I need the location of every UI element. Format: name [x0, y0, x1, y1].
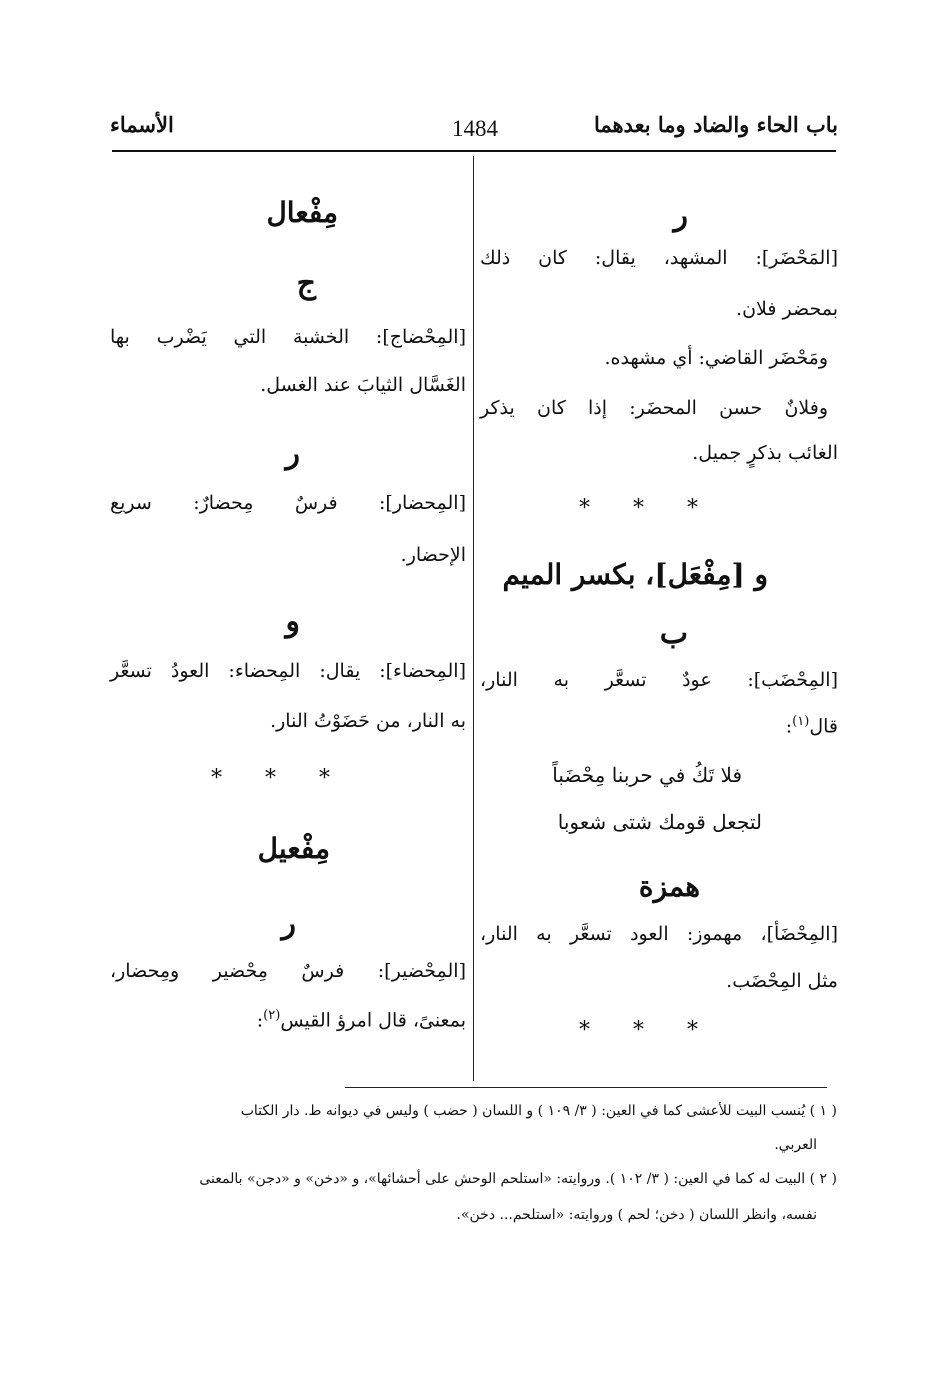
section-title: الأسماء: [110, 112, 174, 137]
entry-line: وفلانٌ حسن المحضَر: إذا كان يذكر: [480, 397, 828, 419]
entry-line: [257, 1008, 466, 1031]
entry-text: :: [785, 715, 793, 738]
entry-line: [المِحْضاج]: الخشبة التي يَضْرب بها: [110, 326, 466, 348]
chapter-title: باب الحاء والضاد وما بعدهما: [593, 112, 838, 137]
letter-heading: و: [285, 604, 300, 639]
verse-line: لتجعل قومك شتى شعوبا: [557, 810, 762, 834]
footnote-ref: (١): [792, 714, 810, 729]
separator-stars: * * *: [211, 766, 348, 791]
entry-line: الغَسَّال الثيابَ عند الغسل.: [260, 374, 466, 396]
entry-line: بمحضر فلان.: [736, 298, 838, 320]
entry-text: :: [256, 1009, 264, 1032]
entry-line: [المِحضار]: فرسٌ مِحضارٌ: سريع: [110, 492, 466, 514]
verse-line: فلا تَكُ في حربنا مِحْضَباً: [552, 763, 742, 787]
entry-line: ومَحْضَر القاضي: أي مشهده.: [604, 347, 828, 369]
letter-heading: ر: [281, 906, 296, 941]
entry-text: بمعنىً، قال امرؤ القيس: [280, 1009, 466, 1032]
entry-line: به النار، من حَضَوْتُ النار.: [270, 710, 466, 732]
pattern-heading: مِفْعيل: [257, 832, 330, 865]
footnote-line: ( ٢ ) البيت له كما في العين: ( ٣/ ١٠٢ ). وروايته: «استلحم الوحش على أحشائها»، و «دخن» و «دجن» بالمعنى: [199, 1171, 837, 1187]
footnote-line: العربي.: [774, 1137, 817, 1153]
page-number: 1484: [452, 116, 498, 141]
entry-line: [المِحْضَأ]، مهموز: العود تسعَّر به النار،: [480, 923, 838, 945]
hamza-heading: همزة: [638, 870, 700, 903]
entry-line: [المَحْضَر]: المشهد، يقال: كان ذلك: [480, 247, 838, 269]
entry-text: قال: [809, 715, 838, 738]
footnote-rule: [345, 1087, 827, 1088]
entry-line: الإحضار.: [400, 544, 466, 566]
header-rule: [112, 150, 836, 152]
entry-line: [المِحْضير]: فرسٌ مِحْضير ومِحضار،: [110, 960, 466, 982]
entry-line: مثل المِحْضَب.: [726, 970, 838, 992]
footnote-ref: (٢): [263, 1008, 281, 1023]
entry-line: الغائب بذكرٍ جميل.: [692, 442, 838, 464]
letter-heading: ر: [285, 436, 300, 471]
letter-heading: ج: [296, 266, 316, 301]
letter-heading: ر: [673, 198, 688, 233]
letter-heading: ب: [659, 616, 688, 651]
footnote-line: نفسه، وانظر اللسان ( دخن؛ لحم ) وروايته: «استلحم... دخن».: [456, 1207, 817, 1223]
footnote-line: ( ١ ) يُنسب البيت للأعشى كما في العين: ( ٣/ ١٠٩ ) و اللسان ( حضب ) وليس في ديوانه ط. دار الكتاب: [240, 1103, 837, 1119]
separator-stars: * * *: [579, 496, 716, 521]
pattern-heading: و [مِفْعَل]، بكسر الميم: [502, 558, 768, 591]
separator-stars: * * *: [579, 1018, 716, 1043]
column-divider: [473, 156, 474, 1081]
pattern-heading: مِفْعال: [266, 196, 338, 229]
entry-line: [المِحضاء]: يقال: المِحضاء: العودُ تسعَّر: [110, 660, 466, 682]
footnotes: [109, 1172, 837, 1252]
entry-line: [786, 714, 838, 737]
entry-line: [المِحْضَب]: عودٌ تسعَّر به النار،: [480, 669, 838, 691]
